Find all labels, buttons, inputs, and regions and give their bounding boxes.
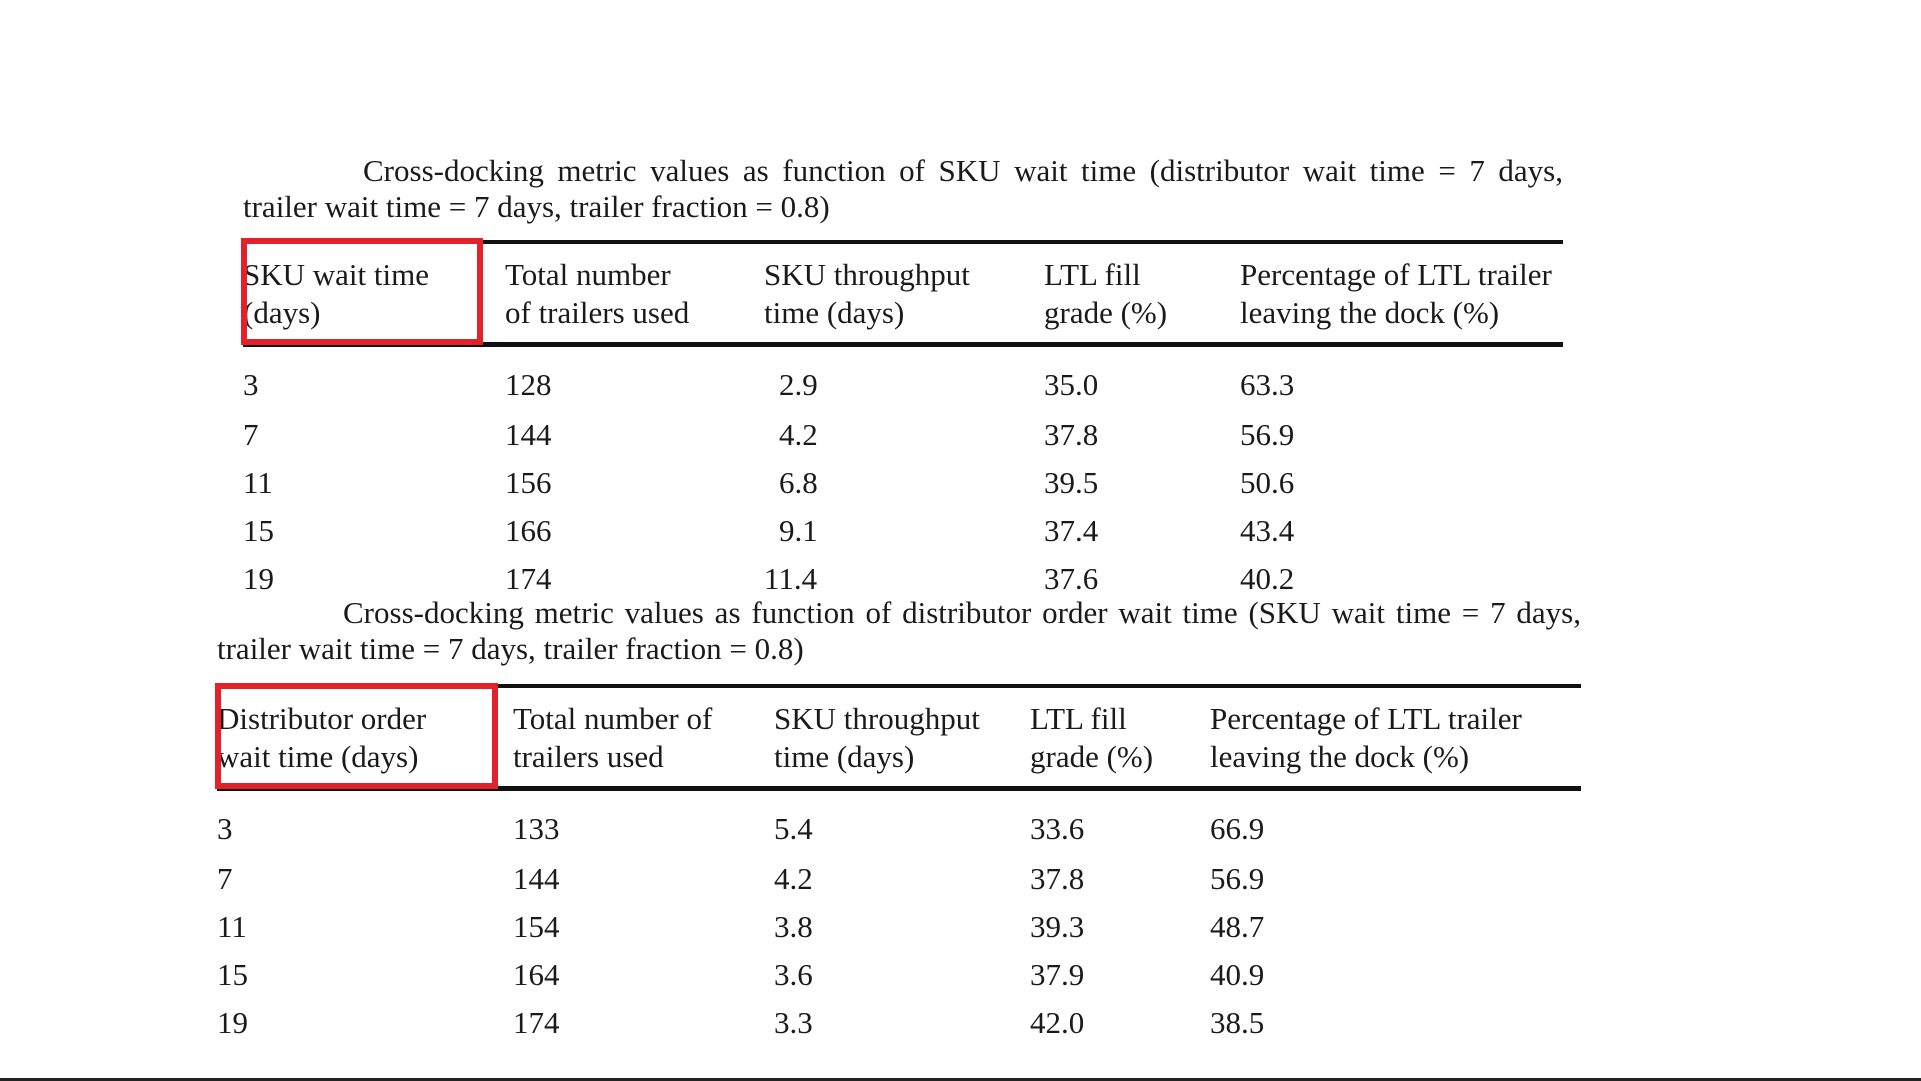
table1 xyxy=(243,240,1563,603)
table-cell: 144 xyxy=(513,861,560,896)
table-cell: 3 xyxy=(217,811,233,846)
table-cell: 38.5 xyxy=(1210,1005,1265,1040)
table-cell: 19 xyxy=(243,561,274,596)
table-cell: 154 xyxy=(513,909,560,944)
table1-header-trailers: Total number of trailers used xyxy=(505,257,690,330)
table1-header-ltl-fill: LTL fill grade (%) xyxy=(1044,257,1168,330)
table-cell: 37.6 xyxy=(1044,561,1099,596)
table-cell: 48.7 xyxy=(1210,909,1265,944)
table-row xyxy=(217,951,1581,999)
table-row xyxy=(243,459,1563,507)
table-cell: 174 xyxy=(513,1005,560,1040)
table-cell: 128 xyxy=(505,367,552,402)
table-cell: 4.2 xyxy=(779,417,818,452)
table-cell: 144 xyxy=(505,417,552,452)
table2 xyxy=(217,684,1581,1047)
table-cell: 43.4 xyxy=(1240,513,1295,548)
table-cell: 6.8 xyxy=(779,465,818,500)
table-cell: 11 xyxy=(217,909,247,944)
table-cell: 7 xyxy=(217,861,233,896)
table-cell: 35.0 xyxy=(1044,367,1099,402)
table2-caption: Cross-docking metric values as function of distributor order wait time (SKU wait time = 7 days, trailer wait time = 7 days, trailer fraction = 0.8) xyxy=(217,595,1581,666)
table-cell: 33.6 xyxy=(1030,811,1085,846)
table-cell: 40.2 xyxy=(1240,561,1295,596)
table-cell: 39.3 xyxy=(1030,909,1085,944)
table-cell: 50.6 xyxy=(1240,465,1295,500)
table-cell: 11 xyxy=(243,465,273,500)
table-row xyxy=(217,789,1581,856)
table-cell: 3.8 xyxy=(774,909,813,944)
table-row xyxy=(217,999,1581,1047)
table-cell: 40.9 xyxy=(1210,957,1265,992)
table-row xyxy=(243,411,1563,459)
table2-header-row xyxy=(217,686,1581,789)
table-cell: 56.9 xyxy=(1210,861,1265,896)
table-cell: 37.9 xyxy=(1030,957,1085,992)
table1-header-percentage: Percentage of LTL trailer leaving the dock (%) xyxy=(1240,257,1552,330)
table1-caption: Cross-docking metric values as function of SKU wait time (distributor wait time = 7 days, trailer wait time = 7 days, trailer fraction = 0.8) xyxy=(243,153,1563,224)
table-row xyxy=(243,345,1563,412)
table-cell: 133 xyxy=(513,811,560,846)
table-row xyxy=(217,855,1581,903)
table2-header-percentage: Percentage of LTL trailer leaving the dock (%) xyxy=(1210,701,1522,774)
table-cell: 66.9 xyxy=(1210,811,1265,846)
table-cell: 37.4 xyxy=(1044,513,1099,548)
table-cell: 174 xyxy=(505,561,552,596)
table-cell: 39.5 xyxy=(1044,465,1099,500)
table1-header-row xyxy=(243,242,1563,345)
table2-header-trailers: Total number of trailers used xyxy=(513,701,713,774)
table-row xyxy=(217,903,1581,951)
table-cell: 42.0 xyxy=(1030,1005,1085,1040)
table2-header-throughput: SKU throughput time (days) xyxy=(774,701,980,774)
table-cell: 2.9 xyxy=(779,367,818,402)
table-cell: 9.1 xyxy=(779,513,818,548)
table-cell: 3 xyxy=(243,367,259,402)
table-cell: 15 xyxy=(243,513,274,548)
table-cell: 37.8 xyxy=(1030,861,1085,896)
table-cell: 4.2 xyxy=(774,861,813,896)
table-cell: 164 xyxy=(513,957,560,992)
table-cell: 15 xyxy=(217,957,248,992)
table2-header-ltl-fill: LTL fill grade (%) xyxy=(1030,701,1154,774)
table-cell: 7 xyxy=(243,417,259,452)
table1-header-throughput: SKU throughput time (days) xyxy=(764,257,970,330)
table-cell: 37.8 xyxy=(1044,417,1099,452)
table2-header-distributor-wait: Distributor order wait time (days) xyxy=(217,701,427,774)
table-cell: 3.3 xyxy=(774,1005,813,1040)
table-cell: 156 xyxy=(505,465,552,500)
table-cell: 166 xyxy=(505,513,552,548)
table-cell: 3.6 xyxy=(774,957,813,992)
table-cell: 63.3 xyxy=(1240,367,1295,402)
table-cell: 56.9 xyxy=(1240,417,1295,452)
table-row xyxy=(243,507,1563,555)
table-cell: 19 xyxy=(217,1005,248,1040)
table-cell: 5.4 xyxy=(774,811,813,846)
table-cell: 11.4 xyxy=(764,561,818,596)
table1-header-sku-wait: SKU wait time (days) xyxy=(243,257,429,330)
